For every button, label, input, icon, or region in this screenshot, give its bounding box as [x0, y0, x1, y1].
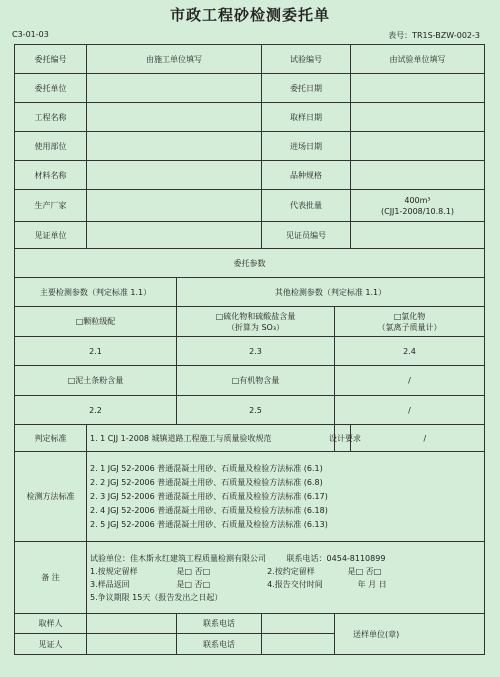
material-name-field[interactable] [87, 161, 262, 190]
sample-date-label: 取样日期 [262, 103, 351, 132]
rep-batch-amount: 400m³ [404, 195, 431, 205]
param-empty-slash-2: / [335, 396, 485, 425]
use-part-field[interactable] [87, 132, 262, 161]
standard-label: 判定标准 [15, 425, 87, 452]
contact1-field[interactable] [262, 614, 335, 634]
manufacturer-label: 生产厂家 [15, 190, 87, 222]
manufacturer-field[interactable] [87, 190, 262, 222]
param-grading-no: 2.1 [15, 337, 177, 366]
sample-date-field[interactable] [351, 103, 485, 132]
rep-batch-standard: (CJJ1-2008/10.8.1) [380, 206, 455, 216]
project-name-label: 工程名称 [15, 103, 87, 132]
test-no-label: 试验编号 [262, 45, 351, 74]
contact2-field[interactable] [262, 634, 335, 655]
standard-value: 1. 1 CJJ 1-2008 城镇道路工程施工与质量验收规范 [87, 425, 335, 452]
report-delivery: 4.报告交付时间 [267, 579, 323, 589]
param-chloride-no: 2.4 [335, 337, 485, 366]
report-delivery-date[interactable]: 年 月 日 [357, 579, 387, 589]
arrival-date-field[interactable] [351, 132, 485, 161]
keep-sample-agreed-choice[interactable]: 是□ 否□ [347, 566, 382, 576]
param-chloride-checkbox[interactable] [335, 307, 485, 337]
param-sulfide-no: 2.3 [177, 337, 335, 366]
witness-field[interactable] [87, 634, 177, 655]
method-item: 2. 1 JGJ 52-2006 普通混凝土用砂、石质量及检验方法标准 (6.1) [90, 464, 323, 473]
main-params-label: 主要检测参数（判定标准 1.1） [15, 278, 177, 307]
spec-field[interactable] [351, 161, 485, 190]
witness-no-label: 见证员编号 [262, 222, 351, 249]
project-name-field[interactable] [87, 103, 262, 132]
page-title: 市政工程砂检测委托单 [169, 6, 330, 24]
seal-label: 送样单位(章) [353, 629, 400, 639]
other-params-label: 其他检测参数（判定标准 1.1） [177, 278, 485, 307]
method-item: 2. 3 JGJ 52-2006 普通混凝土用砂、石质量及检验方法标准 (6.17) [90, 492, 328, 501]
keep-sample-rule: 1.按规定留样 [90, 566, 138, 576]
param-grading-checkbox[interactable]: □颗粒级配 [15, 307, 177, 337]
seal-cell [335, 614, 485, 655]
lab-phone: 联系电话：0454-8110899 [286, 553, 386, 563]
spec-label: 品种规格 [262, 161, 351, 190]
params-header: 委托参数 [15, 249, 485, 278]
use-part-label: 使用部位 [15, 132, 87, 161]
keep-sample-rule-choice[interactable]: 是□ 否□ [176, 566, 211, 576]
table-number: 表号：TR1S-BZW-002-3 [388, 31, 480, 40]
param-organic-checkbox[interactable]: □有机物含量 [177, 366, 335, 396]
contact2-label: 联系电话 [177, 634, 262, 655]
methods-list [87, 452, 485, 542]
client-no-label: 委托编号 [15, 45, 87, 74]
sample-return-choice[interactable]: 是□ 否□ [176, 579, 211, 589]
dispute-period: 5.争议期限 15天（报告发出之日起） [90, 592, 223, 602]
param-chloride-label: □氯化物 [393, 311, 426, 321]
client-date-label: 委托日期 [262, 74, 351, 103]
param-chloride-note: （氯离子质量计） [377, 322, 442, 332]
commission-form-table [14, 44, 485, 655]
contact1-label: 联系电话 [177, 614, 262, 634]
lab-name: 试验单位：佳木斯永红建筑工程质量检测有限公司 [90, 553, 266, 563]
design-req-cell [329, 425, 485, 452]
param-organic-no: 2.5 [177, 396, 335, 425]
witness-no-field[interactable] [351, 222, 485, 249]
method-item: 2. 4 JGJ 52-2006 普通混凝土用砂、石质量及检验方法标准 (6.18) [90, 506, 328, 515]
method-item: 2. 5 JGJ 52-2006 普通混凝土用砂、石质量及检验方法标准 (6.13) [90, 520, 328, 529]
material-name-label: 材料名称 [15, 161, 87, 190]
witness-unit-field[interactable] [87, 222, 262, 249]
test-no-value[interactable]: 由试验单位填写 [351, 45, 485, 74]
client-unit-label: 委托单位 [15, 74, 87, 103]
notes-content [87, 542, 485, 614]
client-date-field[interactable] [351, 74, 485, 103]
method-item: 2. 2 JGJ 52-2006 普通混凝土用砂、石质量及检验方法标准 (6.8) [90, 478, 323, 487]
client-unit-field[interactable] [87, 74, 262, 103]
arrival-date-label: 进场日期 [262, 132, 351, 161]
param-sulfide-note: （折算为 SO₃） [226, 322, 285, 332]
methods-label: 检测方法标准 [15, 452, 87, 542]
design-req-value: / [423, 433, 427, 443]
sample-return: 3.样品返回 [90, 579, 130, 589]
param-empty-slash: / [335, 366, 485, 396]
sampler-field[interactable] [87, 614, 177, 634]
rep-batch-label: 代表批量 [262, 190, 351, 222]
param-mud-checkbox[interactable]: □泥土条粉含量 [15, 366, 177, 396]
form-code: C3-01-03 [12, 30, 49, 39]
client-no-value[interactable]: 由施工单位填写 [87, 45, 262, 74]
witness-label: 见证人 [15, 634, 87, 655]
sampler-label: 取样人 [15, 614, 87, 634]
design-req-text: 设计要求 [329, 433, 361, 443]
rep-batch-value [351, 190, 485, 222]
param-mud-no: 2.2 [15, 396, 177, 425]
notes-label: 备 注 [15, 542, 87, 614]
param-sulfide-checkbox[interactable] [177, 307, 335, 337]
param-sulfide-label: □硫化物和硫酸盐含量 [215, 311, 296, 321]
keep-sample-agreed: 2.按约定留样 [267, 566, 315, 576]
witness-unit-label: 见证单位 [15, 222, 87, 249]
